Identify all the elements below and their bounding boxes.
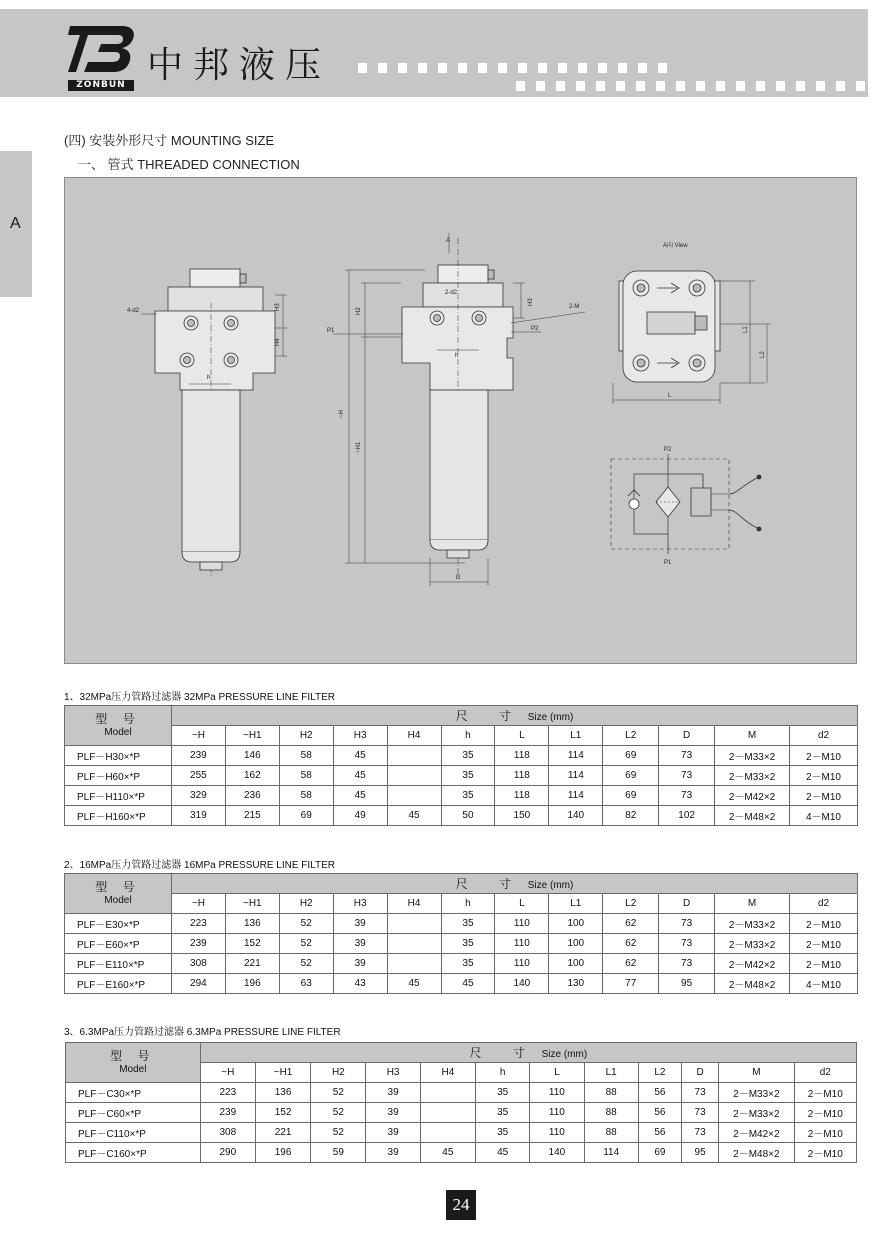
table-3-body [66, 1083, 857, 1163]
value-cell: 52 [279, 954, 333, 974]
header-dots-row-2 [516, 81, 868, 91]
col-header: H2 [279, 726, 333, 746]
value-cell: 35 [476, 1103, 530, 1123]
label-h2: H2 [356, 307, 362, 315]
label-a-view: A向 View [663, 243, 688, 249]
value-cell: 162 [225, 766, 279, 786]
model-cell: PLF－C160×*P [66, 1143, 201, 1163]
col-header: ~H [171, 894, 225, 914]
header-dots-row-1 [358, 63, 668, 73]
col-header: d2 [790, 726, 858, 746]
col-header: L2 [603, 894, 659, 914]
value-cell: 2－M10 [790, 786, 858, 806]
value-cell: 39 [333, 934, 387, 954]
value-cell: 2－M10 [794, 1143, 856, 1163]
col-header: h [476, 1063, 530, 1083]
filter-front-view [327, 233, 585, 586]
size-header: 尺 寸 Size (mm) [171, 874, 857, 894]
value-cell: 236 [225, 786, 279, 806]
logo-mark-icon [68, 24, 136, 74]
label-l: L [668, 393, 672, 399]
col-header: L [530, 1063, 584, 1083]
value-cell: 73 [659, 766, 715, 786]
col-header: h [441, 894, 495, 914]
value-cell: 45 [387, 806, 441, 826]
indicator-box-front [438, 265, 488, 283]
col-header: d2 [790, 894, 858, 914]
table-row [65, 766, 858, 786]
page-number: 24 [446, 1190, 476, 1220]
model-cell: PLF－H30×*P [65, 746, 172, 766]
label-tilde-h: ~H [339, 410, 345, 418]
model-cell: PLF－C110×*P [66, 1123, 201, 1143]
value-cell: 62 [603, 914, 659, 934]
section-subtitle: 一、 管式 THREADED CONNECTION [78, 157, 300, 172]
value-cell: 239 [200, 1103, 255, 1123]
value-cell: 110 [530, 1083, 584, 1103]
value-cell: 2－M10 [794, 1103, 856, 1123]
value-cell: 118 [495, 786, 549, 806]
table-row [65, 786, 858, 806]
col-header: L2 [603, 726, 659, 746]
value-cell: 2－M10 [790, 954, 858, 974]
value-cell: 118 [495, 766, 549, 786]
col-header: M [715, 726, 790, 746]
value-cell: 69 [279, 806, 333, 826]
value-cell: 2－M42×2 [715, 786, 790, 806]
value-cell: 136 [255, 1083, 310, 1103]
table-1-title: 1、32MPa压力管路过滤器 32MPa PRESSURE LINE FILTER [64, 692, 335, 703]
value-cell: 308 [171, 954, 225, 974]
value-cell: 2－M42×2 [719, 1123, 794, 1143]
model-cell: PLF－H60×*P [65, 766, 172, 786]
value-cell: 2－M33×2 [715, 746, 790, 766]
col-header: L [495, 726, 549, 746]
label-2-d2: 2-d2 [445, 290, 458, 296]
value-cell: 2－M10 [790, 766, 858, 786]
label-l2: L2 [760, 351, 766, 358]
section-index-label: A [10, 215, 21, 232]
label-p2: P2 [531, 326, 539, 332]
label-d: D [456, 575, 461, 581]
value-cell: 73 [682, 1103, 719, 1123]
value-cell: 39 [333, 914, 387, 934]
value-cell: 308 [200, 1123, 255, 1143]
label-p1-schematic: P1 [664, 560, 672, 566]
value-cell: 88 [584, 1123, 638, 1143]
value-cell [387, 914, 441, 934]
value-cell [387, 746, 441, 766]
value-cell: 196 [255, 1143, 310, 1163]
value-cell: 45 [333, 766, 387, 786]
col-header: ~H1 [225, 726, 279, 746]
model-cell: PLF－C60×*P [66, 1103, 201, 1123]
value-cell: 39 [333, 954, 387, 974]
label-2-m: 2-M [569, 304, 580, 310]
value-cell: 62 [603, 954, 659, 974]
value-cell: 2－M10 [790, 934, 858, 954]
col-header: D [682, 1063, 719, 1083]
value-cell: 39 [366, 1143, 420, 1163]
value-cell: 73 [659, 914, 715, 934]
value-cell: 2－M10 [794, 1123, 856, 1143]
value-cell: 35 [441, 914, 495, 934]
value-cell: 130 [549, 974, 603, 994]
value-cell: 140 [530, 1143, 584, 1163]
table-row [65, 746, 858, 766]
value-cell: 52 [279, 914, 333, 934]
col-header: H3 [333, 726, 387, 746]
value-cell: 221 [225, 954, 279, 974]
brand-name: 中邦液压 [147, 45, 332, 86]
col-header: L1 [549, 726, 603, 746]
value-cell [387, 786, 441, 806]
col-header: M [719, 1063, 794, 1083]
label-h4: H4 [275, 338, 281, 346]
col-header: ~H [171, 726, 225, 746]
filter-side-view [127, 269, 287, 578]
value-cell: 223 [171, 914, 225, 934]
value-cell: 140 [549, 806, 603, 826]
table-1-body [65, 746, 858, 826]
value-cell: 52 [279, 934, 333, 954]
value-cell: 319 [171, 806, 225, 826]
value-cell: 63 [279, 974, 333, 994]
col-header: H3 [333, 894, 387, 914]
label-h3-left: H3 [275, 303, 281, 311]
value-cell: 146 [225, 746, 279, 766]
drain-plug [200, 562, 222, 570]
label-4-d2: 4-d2 [127, 308, 140, 314]
value-cell: 95 [659, 974, 715, 994]
table-row [65, 954, 858, 974]
label-tilde-h1: ~H1 [356, 441, 362, 453]
value-cell: 110 [495, 954, 549, 974]
table-row [65, 974, 858, 994]
spec-table-6-3mpa [65, 1042, 857, 1163]
table-row [66, 1083, 857, 1103]
value-cell: 118 [495, 746, 549, 766]
value-cell: 73 [682, 1123, 719, 1143]
value-cell: 35 [441, 934, 495, 954]
value-cell: 114 [549, 746, 603, 766]
value-cell: 69 [603, 766, 659, 786]
col-header: L2 [638, 1063, 681, 1083]
drawing-canvas [65, 178, 858, 665]
value-cell: 88 [584, 1083, 638, 1103]
value-cell: 35 [441, 766, 495, 786]
value-cell: 2－M48×2 [719, 1143, 794, 1163]
model-header: 型 号 Model [66, 1043, 201, 1083]
value-cell [420, 1123, 475, 1143]
value-cell: 221 [255, 1123, 310, 1143]
value-cell: 110 [530, 1103, 584, 1123]
mounting-drawing [64, 177, 857, 664]
value-cell: 58 [279, 766, 333, 786]
value-cell [387, 954, 441, 974]
value-cell: 110 [530, 1123, 584, 1143]
value-cell: 35 [441, 786, 495, 806]
value-cell: 95 [682, 1143, 719, 1163]
value-cell: 45 [333, 746, 387, 766]
value-cell: 255 [171, 766, 225, 786]
label-h3-mid: H3 [528, 298, 534, 306]
value-cell: 88 [584, 1103, 638, 1123]
value-cell: 223 [200, 1083, 255, 1103]
value-cell: 2－M10 [790, 746, 858, 766]
value-cell: 62 [603, 934, 659, 954]
model-cell: PLF－H160×*P [65, 806, 172, 826]
value-cell: 150 [495, 806, 549, 826]
col-header: H2 [311, 1063, 366, 1083]
value-cell: 43 [333, 974, 387, 994]
value-cell: 35 [476, 1123, 530, 1143]
a-view-indicator [647, 312, 695, 334]
label-p2-schematic: P2 [664, 447, 672, 453]
value-cell: 73 [659, 746, 715, 766]
value-cell: 140 [495, 974, 549, 994]
col-header: H4 [387, 726, 441, 746]
model-cell: PLF－H110×*P [65, 786, 172, 806]
filter-bowl-front [430, 390, 488, 540]
col-header: M [715, 894, 790, 914]
value-cell: 69 [603, 786, 659, 806]
value-cell: 73 [659, 934, 715, 954]
head-body-front [402, 307, 513, 390]
model-cell: PLF－E60×*P [65, 934, 172, 954]
value-cell: 4－M10 [790, 974, 858, 994]
value-cell: 82 [603, 806, 659, 826]
value-cell: 69 [638, 1143, 681, 1163]
col-header: H3 [366, 1063, 420, 1083]
col-header: L [495, 894, 549, 914]
value-cell: 45 [441, 974, 495, 994]
value-cell: 59 [311, 1143, 366, 1163]
head-body [155, 311, 275, 390]
value-cell: 35 [441, 746, 495, 766]
value-cell: 2－M33×2 [715, 934, 790, 954]
value-cell: 39 [366, 1103, 420, 1123]
value-cell: 2－M42×2 [715, 954, 790, 974]
model-cell: PLF－C30×*P [66, 1083, 201, 1103]
value-cell: 2－M10 [790, 914, 858, 934]
check-valve-symbol [629, 499, 639, 509]
value-cell: 2－M33×2 [719, 1083, 794, 1103]
col-header: H4 [420, 1063, 475, 1083]
value-cell: 2－M33×2 [715, 914, 790, 934]
table-2-body [65, 914, 858, 994]
value-cell: 73 [659, 954, 715, 974]
table-row [65, 934, 858, 954]
col-header: L1 [584, 1063, 638, 1083]
filter-a-view [613, 241, 771, 404]
value-cell: 2－M48×2 [715, 806, 790, 826]
value-cell: 45 [476, 1143, 530, 1163]
indicator-box [190, 269, 240, 287]
value-cell: 290 [200, 1143, 255, 1163]
value-cell: 58 [279, 786, 333, 806]
table-row [66, 1103, 857, 1123]
value-cell: 100 [549, 914, 603, 934]
value-cell: 52 [311, 1083, 366, 1103]
value-cell: 56 [638, 1083, 681, 1103]
value-cell: 50 [441, 806, 495, 826]
value-cell: 2－M10 [794, 1083, 856, 1103]
model-header: 型 号 Model [65, 706, 172, 746]
value-cell: 2－M48×2 [715, 974, 790, 994]
zonbun-logo [68, 24, 136, 94]
size-header: 尺 寸 Size (mm) [171, 706, 857, 726]
col-header: H2 [279, 894, 333, 914]
filter-bowl [182, 390, 240, 552]
col-header: ~H1 [255, 1063, 310, 1083]
value-cell: 152 [225, 934, 279, 954]
value-cell: 35 [441, 954, 495, 974]
value-cell: 294 [171, 974, 225, 994]
value-cell: 2－M33×2 [715, 766, 790, 786]
col-header: d2 [794, 1063, 856, 1083]
value-cell: 49 [333, 806, 387, 826]
value-cell: 45 [387, 974, 441, 994]
value-cell [420, 1083, 475, 1103]
value-cell: 110 [495, 934, 549, 954]
logo-text: ZONBUN [68, 80, 134, 91]
col-header: L1 [549, 894, 603, 914]
col-header: ~H [200, 1063, 255, 1083]
value-cell: 52 [311, 1123, 366, 1143]
size-header: 尺 寸 Size (mm) [200, 1043, 856, 1063]
table-row [66, 1143, 857, 1163]
col-header: h [441, 726, 495, 746]
label-h-mid: h [455, 353, 459, 359]
value-cell: 4－M10 [790, 806, 858, 826]
label-h-left: h [207, 375, 211, 381]
col-header: D [659, 894, 715, 914]
value-cell: 2－M33×2 [719, 1103, 794, 1123]
value-cell: 45 [420, 1143, 475, 1163]
value-cell [387, 934, 441, 954]
spec-table-16mpa [64, 873, 858, 994]
value-cell [420, 1103, 475, 1123]
value-cell: 73 [659, 786, 715, 806]
table-row [65, 914, 858, 934]
pressure-switch-symbol [691, 474, 711, 516]
value-cell: 100 [549, 934, 603, 954]
value-cell: 329 [171, 786, 225, 806]
model-cell: PLF－E30×*P [65, 914, 172, 934]
head-top [168, 287, 263, 311]
label-l1: L1 [743, 326, 749, 333]
value-cell: 114 [549, 786, 603, 806]
value-cell: 58 [279, 746, 333, 766]
value-cell: 52 [311, 1103, 366, 1123]
value-cell: 35 [476, 1083, 530, 1103]
indicator-plug [240, 274, 246, 283]
value-cell: 114 [549, 766, 603, 786]
spec-table-32mpa [64, 705, 858, 826]
value-cell: 152 [255, 1103, 310, 1123]
value-cell: 39 [366, 1123, 420, 1143]
table-row [65, 806, 858, 826]
value-cell: 56 [638, 1123, 681, 1143]
value-cell: 239 [171, 746, 225, 766]
value-cell: 73 [682, 1083, 719, 1103]
hydraulic-schematic [611, 447, 761, 566]
value-cell: 110 [495, 914, 549, 934]
value-cell: 196 [225, 974, 279, 994]
value-cell: 215 [225, 806, 279, 826]
value-cell: 114 [584, 1143, 638, 1163]
value-cell: 56 [638, 1103, 681, 1123]
model-cell: PLF－E110×*P [65, 954, 172, 974]
model-header: 型 号 Model [65, 874, 172, 914]
col-header: ~H1 [225, 894, 279, 914]
value-cell: 100 [549, 954, 603, 974]
value-cell: 136 [225, 914, 279, 934]
label-p1: P1 [327, 328, 335, 334]
section-title: (四) 安装外形尺寸 MOUNTING SIZE [64, 133, 275, 148]
model-cell: PLF－E160×*P [65, 974, 172, 994]
value-cell: 39 [366, 1083, 420, 1103]
table-2-title: 2、16MPa压力管路过滤器 16MPa PRESSURE LINE FILTER [64, 860, 335, 871]
value-cell [387, 766, 441, 786]
label-a-arrow: A [446, 238, 451, 244]
col-header: H4 [387, 894, 441, 914]
value-cell: 45 [333, 786, 387, 806]
table-3-title: 3、6.3MPa压力管路过滤器 6.3MPa PRESSURE LINE FILTER [64, 1027, 341, 1038]
value-cell: 77 [603, 974, 659, 994]
table-row [66, 1123, 857, 1143]
col-header: D [659, 726, 715, 746]
value-cell: 102 [659, 806, 715, 826]
value-cell: 69 [603, 746, 659, 766]
value-cell: 239 [171, 934, 225, 954]
section-index-tab [0, 151, 32, 297]
